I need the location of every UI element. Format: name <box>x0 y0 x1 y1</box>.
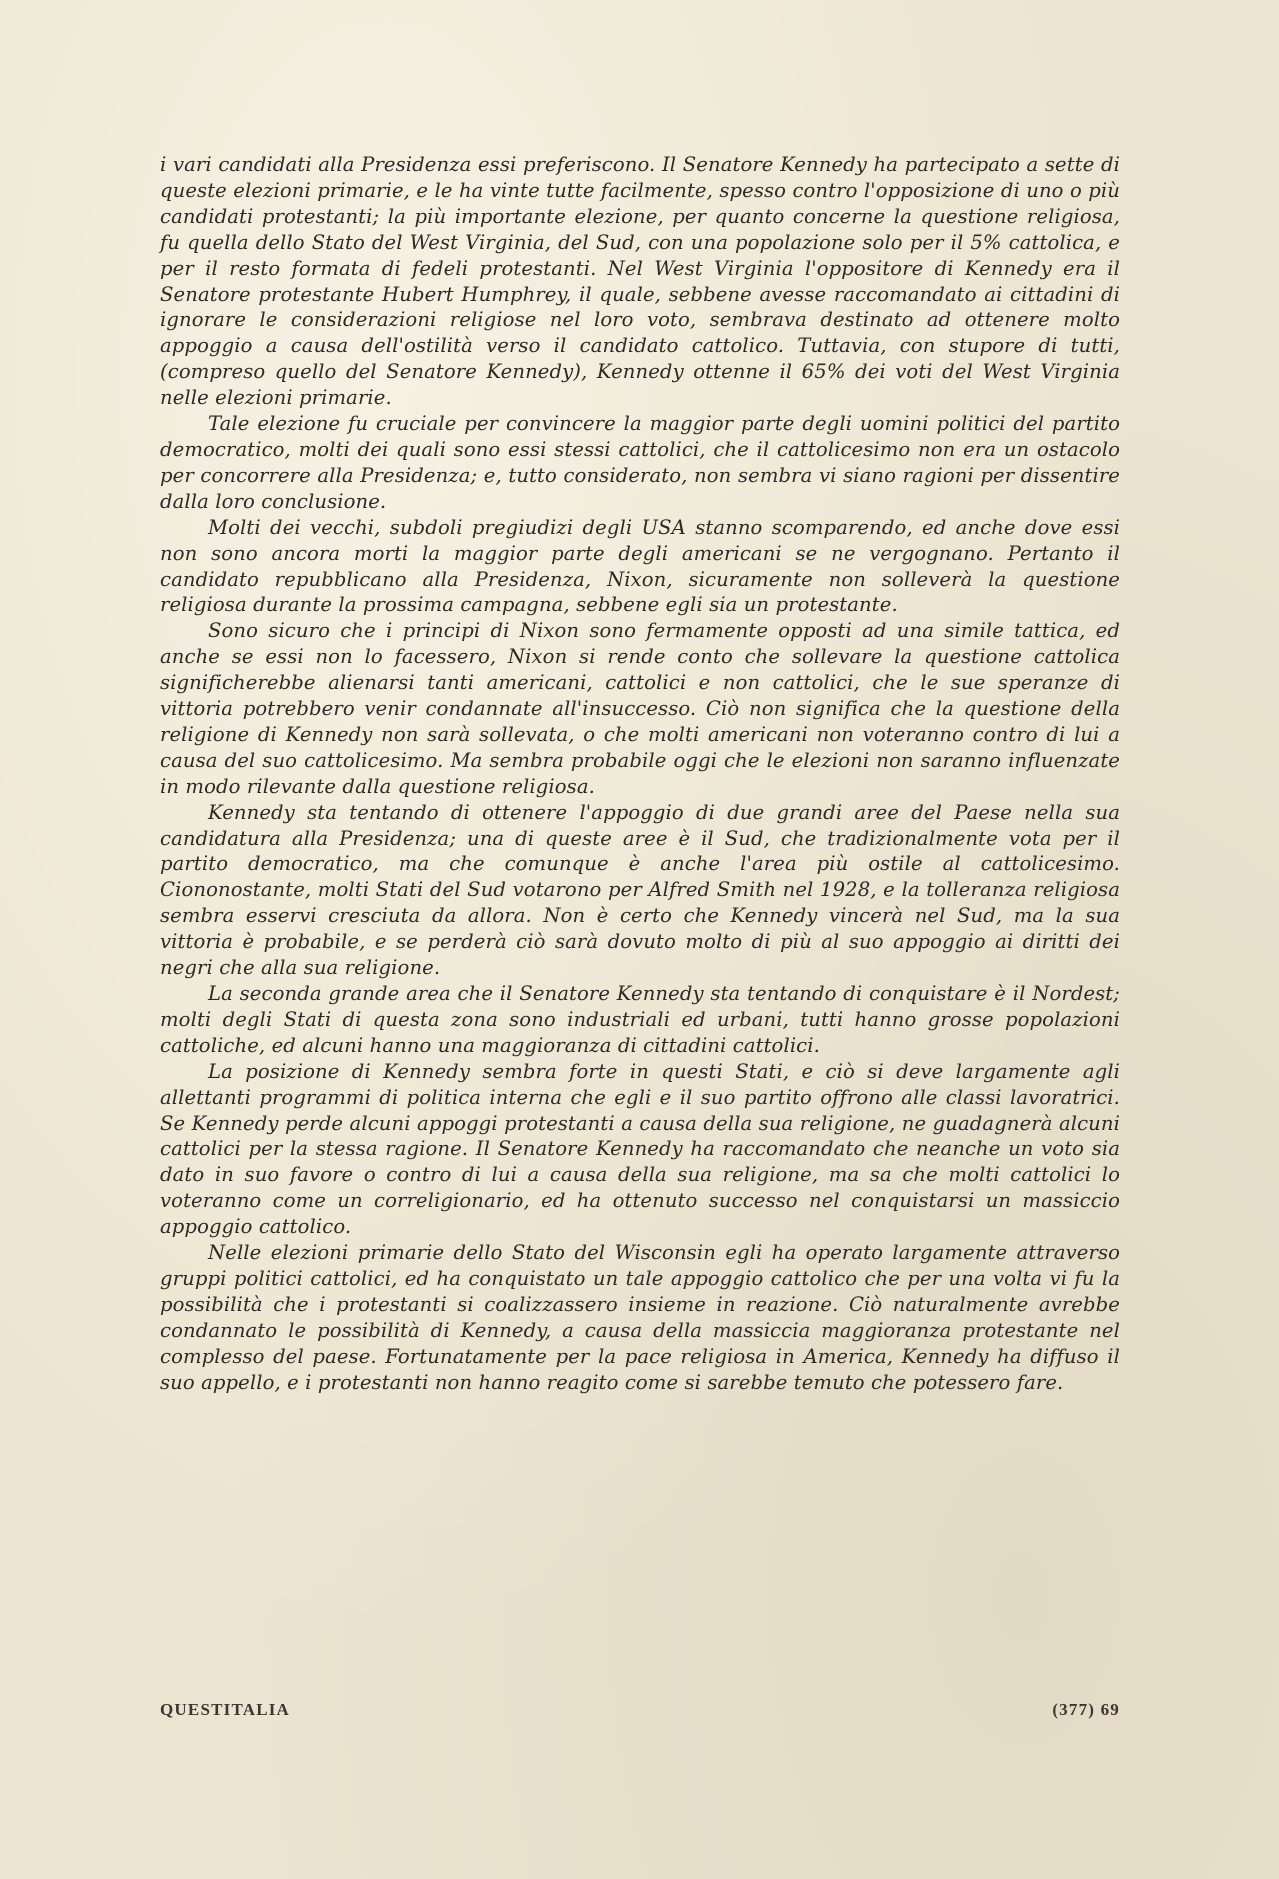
paragraph: Kennedy sta tentando di ottenere l'appoggio di due grandi aree del Paese nella sua candidatura alla Presidenza; una di queste aree è il Sud, che tradizionalmente vota per il partito democratico, ma che comunque è anche l'area più ostile al cattolicesimo. Ciononostante, molti Stati del Sud votarono per Alfred Smith nel 1928, e la tolleranza religiosa sembra esservi cresciuta da allora. Non è certo che Kennedy vincerà nel Sud, ma la sua vittoria è probabile, e se perderà ciò sarà dovuto molto di più al suo appoggio ai diritti dei negri che alla sua religione. <box>160 800 1120 980</box>
journal-name: QUESTITALIA <box>160 1700 291 1719</box>
paragraph: La posizione di Kennedy sembra forte in questi Stati, e ciò si deve largamente agli allettanti programmi di politica interna che egli e il suo partito offrono alle classi lavoratrici. Se Kennedy perde alcuni appoggi protestanti a causa della sua religione, ne guadagnerà alcuni cattolici per la stessa ragione. Il Senatore Kennedy ha raccomandato che neanche un voto sia dato in suo favore o contro di lui a causa della sua religione, ma sa che molti cattolici lo voteranno come un correligionario, ed ha ottenuto successo nel conquistarsi un massiccio appoggio cattolico. <box>160 1059 1120 1239</box>
paragraph: La seconda grande area che il Senatore Kennedy sta tentando di conquistare è il Nordest; molti degli Stati di questa zona sono industriali ed urbani, tutti hanno grosse popolazioni cattoliche, ed alcuni hanno una maggioranza di cittadini cattolici. <box>160 982 1120 1057</box>
paragraph: Molti dei vecchi, subdoli pregiudizi degli USA stanno scomparendo, ed anche dove essi non sono ancora morti la maggior parte degli americani se ne vergognano. Pertanto il candidato repubblicano alla Presidenza, Nixon, sicuramente non solleverà la questione religiosa durante la prossima campagna, sebbene egli sia un protestante. <box>160 515 1120 617</box>
page-number: (377) 69 <box>1052 1700 1120 1719</box>
paragraph: Tale elezione fu cruciale per convincere la maggior parte degli uomini politici del partito democratico, molti dei quali sono essi stessi cattolici, che il cattolicesimo non era un ostacolo per concorrere alla Presidenza; e, tutto considerato, non sembra vi siano ragioni per dissentire dalla loro conclusione. <box>160 412 1120 513</box>
paragraph: i vari candidati alla Presidenza essi preferiscono. Il Senatore Kennedy ha partecipato a sette di queste elezioni primarie, e le ha vinte tutte facilmente, spesso contro l'opposizione di uno o più candidati protestanti; la più importante elezione, per quanto concerne la questione religiosa, fu quella dello Stato del West Virginia, del Sud, con una popolazione solo per il 5% cattolica, e per il resto formata di fedeli protestanti. Nel West Virginia l'oppositore di Kennedy era il Senatore protestante Hubert Humphrey, il quale, sebbene avesse raccomandato ai cittadini di ignorare le considerazioni religiose nel loro voto, sembrava destinato ad ottenere molto appoggio a causa dell'ostilità verso il candidato cattolico. Tuttavia, con stupore di tutti, (compreso quello del Senatore Kennedy), Kennedy ottenne il 65% dei voti del West Virginia nelle elezioni primarie. <box>160 153 1120 410</box>
paragraph: Sono sicuro che i principi di Nixon sono fermamente opposti ad una simile tattica, ed anche se essi non lo facessero, Nixon si rende conto che sollevare la questione cattolica significherebbe alienarsi tanti americani, cattolici e non cattolici, che le sue speranze di vittoria potrebbero venir condannate all'insuccesso. Ciò non significa che la questione della religione di Kennedy non sarà sollevata, o che molti americani non voteranno contro di lui a causa del suo cattolicesimo. Ma sembra probabile oggi che le elezioni non saranno influenzate in modo rilevante dalla questione religiosa. <box>160 619 1120 798</box>
paragraph: Nelle elezioni primarie dello Stato del Wisconsin egli ha operato largamente attraverso gruppi politici cattolici, ed ha conquistato un tale appoggio cattolico che per una volta vi fu la possibilità che i protestanti si coalizzassero insieme in reazione. Ciò naturalmente avrebbe condannato le possibilità di Kennedy, a causa della massiccia maggioranza protestante nel complesso del paese. Fortunatamente per la pace religiosa in America, Kennedy ha diffuso il suo appello, e i protestanti non hanno reagito come si sarebbe temuto che potessero fare. <box>160 1241 1120 1394</box>
article-body <box>160 152 1120 1396</box>
